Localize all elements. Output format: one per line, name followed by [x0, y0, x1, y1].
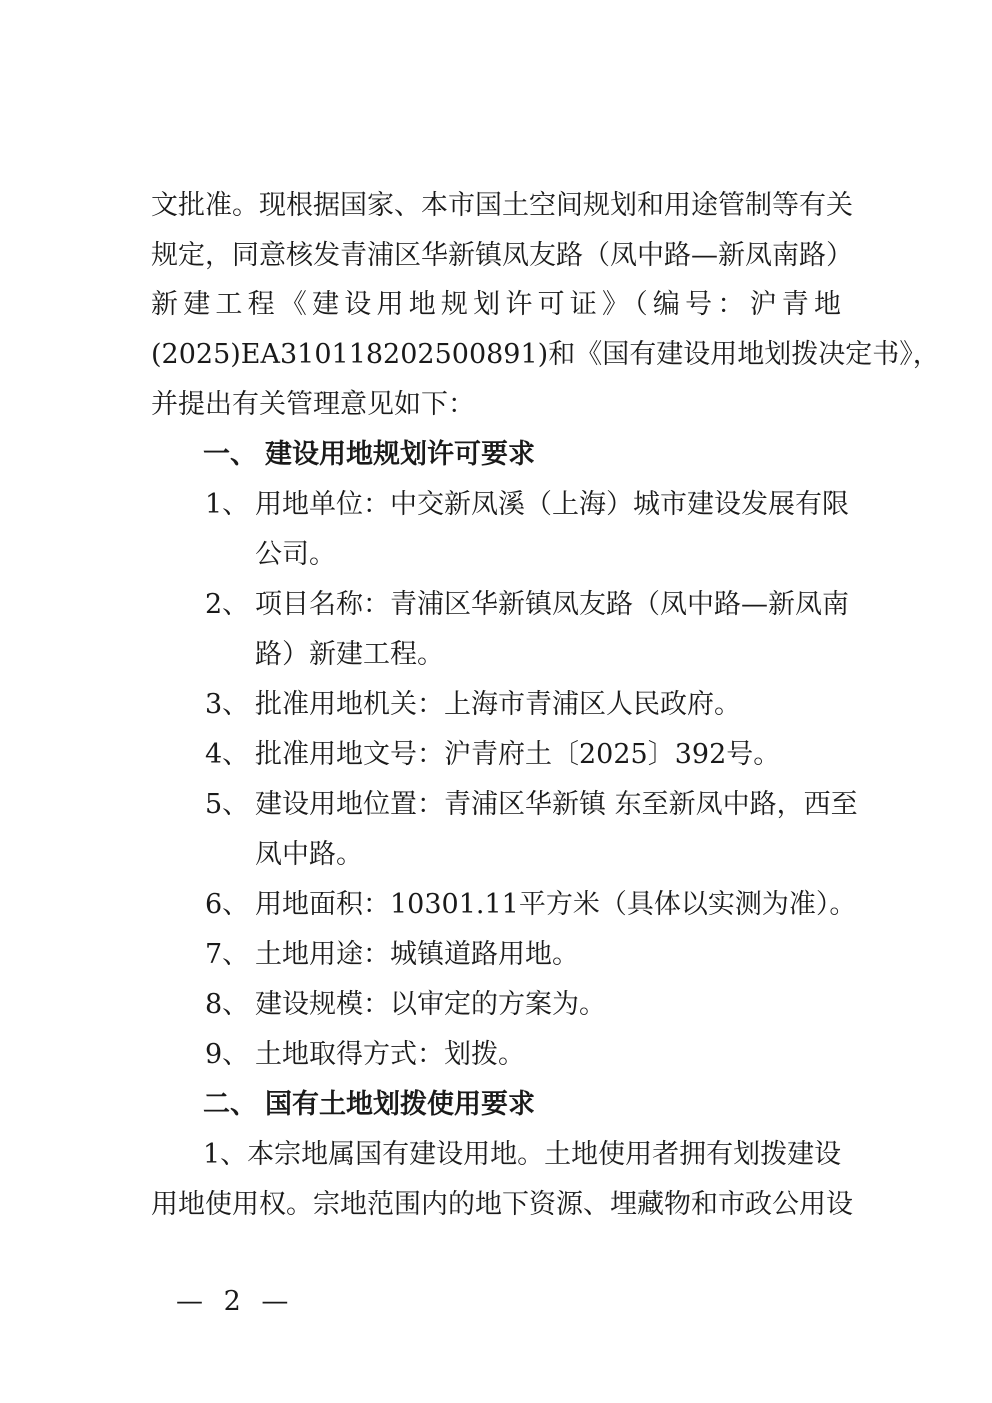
section-1-number: 一、	[203, 439, 257, 470]
list-item-text: 土地取得方式：划拨。	[255, 1039, 525, 1070]
list-item-text: 批准用地文号：沪青府土〔2025〕392号。	[255, 739, 781, 770]
list-item-text: 土地用途：城镇道路用地。	[255, 939, 579, 970]
list-item-number: 7、	[205, 939, 250, 970]
list-item-9	[205, 1037, 525, 1073]
list-item-2	[205, 587, 849, 623]
section-2-para-line-1: 1、本宗地属国有建设用地。土地使用者拥有划拨建设	[203, 1139, 842, 1170]
list-item-7	[205, 937, 579, 973]
section-2-number: 二、	[203, 1089, 257, 1120]
list-item-6	[205, 887, 856, 923]
list-item-text: 项目名称：青浦区华新镇凤友路（凤中路—新凤南	[255, 589, 849, 620]
list-item-number: 4、	[205, 739, 250, 770]
section-2-title: 国有土地划拨使用要求	[265, 1089, 535, 1120]
list-item-5-continuation: 凤中路。	[255, 839, 363, 870]
section-1-title: 建设用地规划许可要求	[265, 439, 535, 470]
list-item-number: 9、	[205, 1039, 250, 1070]
list-item-number: 3、	[205, 689, 250, 720]
list-item-4	[205, 737, 780, 773]
list-item-number: 6、	[205, 889, 250, 920]
list-item-number: 8、	[205, 989, 250, 1020]
intro-line-4: (2025)EA310118202500891)和《国有建设用地划拨决定书》，	[151, 339, 940, 370]
page-number: — 2 —	[176, 1286, 295, 1317]
list-item-text: 批准用地机关：上海市青浦区人民政府。	[255, 689, 741, 720]
list-item-3	[205, 687, 741, 723]
list-item-text: 用地单位：中交新凤溪（上海）城市建设发展有限	[255, 489, 849, 520]
list-item-1	[205, 487, 849, 523]
intro-line-2: 规定，同意核发青浦区华新镇凤友路（凤中路—新凤南路）	[151, 240, 853, 271]
list-item-number: 5、	[205, 789, 250, 820]
list-item-5	[205, 787, 858, 823]
list-item-2-continuation: 路）新建工程。	[255, 639, 444, 670]
intro-line-5: 并提出有关管理意见如下：	[151, 389, 475, 420]
section-2-heading	[203, 1087, 535, 1123]
list-item-1-continuation: 公司。	[255, 539, 336, 570]
list-item-text: 建设规模：以审定的方案为。	[255, 989, 606, 1020]
list-item-8	[205, 987, 606, 1023]
list-item-text: 用地面积：10301.11平方米（具体以实测为准）。	[255, 889, 857, 920]
intro-line-3: 新建工程《建设用地规划许可证》（编号：沪青地	[151, 289, 841, 320]
intro-line-1: 文批准。现根据国家、本市国土空间规划和用途管制等有关	[151, 190, 853, 221]
list-item-text: 建设用地位置：青浦区华新镇 东至新凤中路，西至	[255, 789, 858, 820]
section-1-heading	[203, 437, 535, 473]
list-item-number: 2、	[205, 589, 250, 620]
section-2-para-line-2: 用地使用权。宗地范围内的地下资源、埋藏物和市政公用设	[151, 1189, 853, 1220]
list-item-number: 1、	[205, 489, 250, 520]
